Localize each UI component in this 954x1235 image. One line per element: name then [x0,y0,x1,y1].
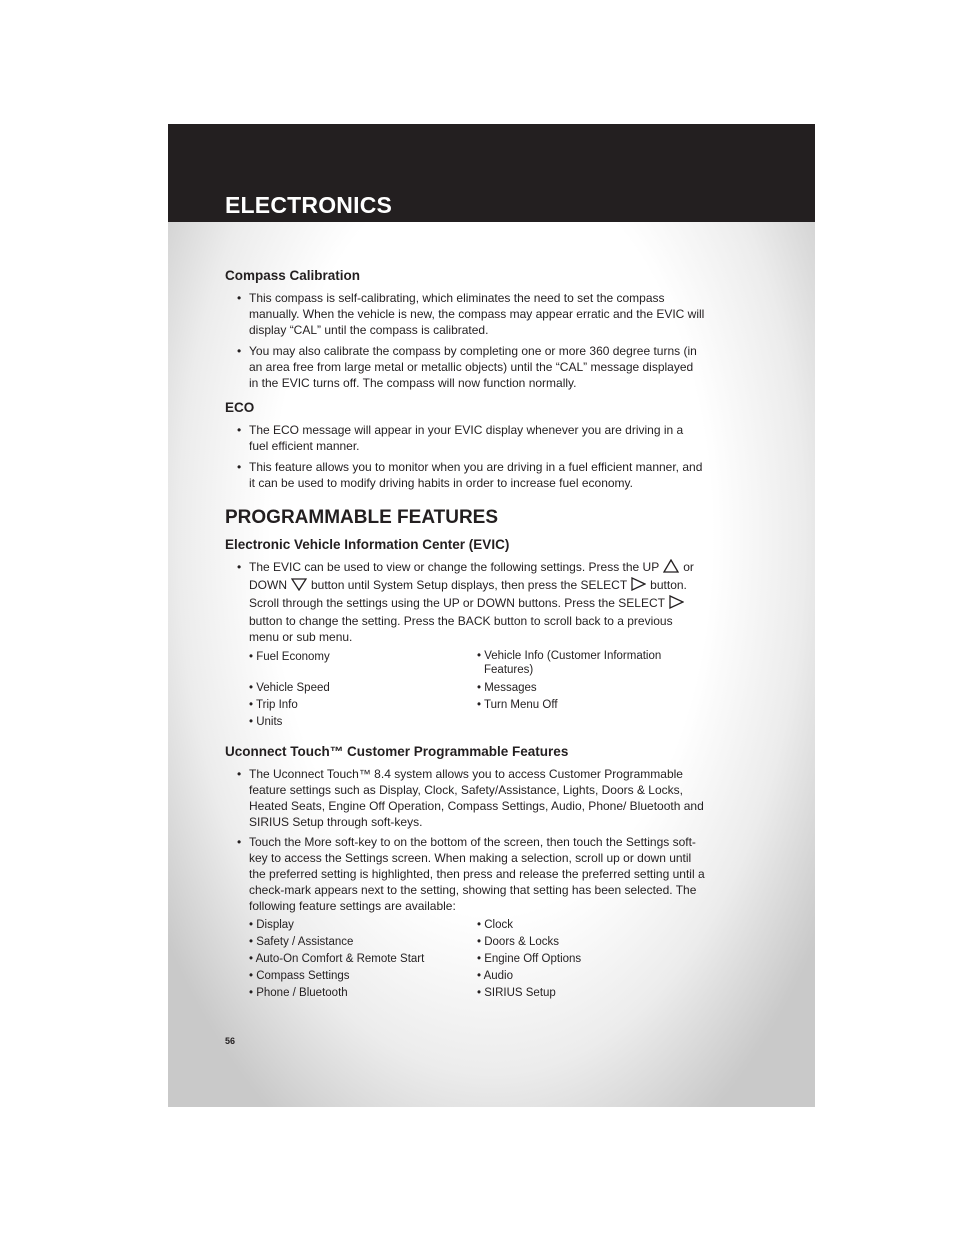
list-item: • Doors & Locks [477,936,559,948]
uconnect-settings-left-column [249,917,477,1002]
list-item: • Safety / Assistance [249,936,354,948]
list-item: • Audio [477,970,513,982]
evic-text-1: The EVIC can be used to view or change the following settings. Press the UP [249,560,660,575]
manual-page [168,124,815,1107]
eco-bullet-2: • This feature allows you to monitor when you are driving in a fuel efficient manner, and it can be used to modify driving habits in order to increase fuel economy. [225,459,705,491]
page-number: 56 [225,1036,236,1046]
evic-text-5: button to change the setting. Press the BACK button to scroll back to a previous menu or sub menu. [249,614,673,644]
eco-bullet-1: • The ECO message will appear in your EVIC display whenever you are driving in a fuel efficient manner. [225,422,705,454]
up-triangle-icon [663,559,679,577]
uconnect-bullet-list [225,766,705,914]
list-item: • Phone / Bluetooth [249,987,348,999]
header-band [168,124,815,222]
section-title: ELECTRONICS [225,192,393,218]
compass-bullet-list [225,290,705,391]
evic-text-2: or DOWN [249,560,694,593]
uconnect-heading: Uconnect Touch™ Customer Programmable Features [225,744,569,759]
compass-calibration-heading: Compass Calibration [225,268,361,283]
programmable-features-heading: PROGRAMMABLE FEATURES [225,507,499,528]
page-content [225,267,705,1002]
evic-settings-left-column [249,649,477,731]
list-item: • Vehicle Speed [249,682,330,694]
evic-bullet-1 [225,559,705,645]
list-item: • Fuel Economy [249,651,330,663]
list-item: • Compass Settings [249,970,350,982]
evic-heading: Electronic Vehicle Information Center (EVIC) [225,537,510,552]
eco-bullet-list [225,422,705,491]
list-item: • Units [249,716,283,728]
uconnect-bullet-2: • Touch the More soft-key to on the bottom of the screen, then touch the Settings soft-key to access the Settings screen. When making a selection, scroll up or down until the preferred setting is highlighted, then press and release the preferred setting until a check-mark appears next to the setting, showing that setting has been selected. The following feature settings are available: [225,834,705,914]
right-triangle-icon [669,595,684,613]
list-item: • Messages [477,682,537,694]
list-item: • Turn Menu Off [477,699,558,711]
uconnect-settings-list [225,917,705,1002]
compass-bullet-1: • This compass is self-calibrating, which eliminates the need to set the compass manually. When the vehicle is new, the compass may appear erratic and the EVIC will display “CAL” until the compass is calibrated. [225,290,705,338]
evic-text-4: button. Scroll through the settings using the UP or DOWN buttons. Press the SELECT [249,578,687,611]
evic-settings-right-column [477,649,705,731]
uconnect-settings-right-column [477,917,705,1002]
right-triangle-icon [631,577,646,595]
down-triangle-icon [291,578,307,595]
list-item: • Trip Info [249,699,298,711]
list-item: • Engine Off Options [477,953,582,965]
evic-settings-list [225,649,705,731]
list-item: • Vehicle Info (Customer Information Features) [477,650,662,676]
evic-bullet-list [225,559,705,645]
evic-text-3: button until System Setup displays, then press the SELECT [311,578,628,593]
uconnect-bullet-1: • The Uconnect Touch™ 8.4 system allows you to access Customer Programmable feature settings such as Display, Clock, Safety/Assistance, Lights, Doors & Locks, Heated Seats, Engine Off Operation, Compass Settings, Audio, Phone/ Bluetooth and SIRIUS Setup through soft-keys. [225,766,705,830]
list-item: • Auto-On Comfort & Remote Start [249,953,425,965]
eco-heading: ECO [225,400,255,415]
list-item: • Clock [477,919,513,931]
list-item: • Display [249,919,294,931]
compass-bullet-2: • You may also calibrate the compass by completing one or more 360 degree turns (in an area free from large metal or metallic objects) until the “CAL” message displayed in the EVIC turns off. The compass will now function normally. [225,343,705,391]
list-item: • SIRIUS Setup [477,987,556,999]
